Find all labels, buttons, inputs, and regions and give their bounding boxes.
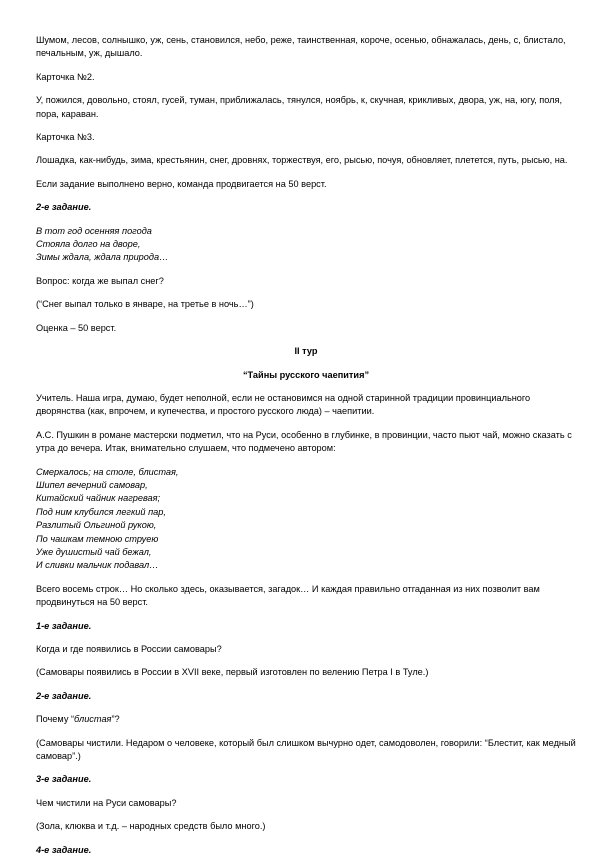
poem-line: Стояла долго на дворе, xyxy=(36,239,141,250)
poem-autumn xyxy=(36,225,576,265)
teacher-intro: Учитель. Наша игра, думаю, будет неполной, если не остановимся на одной старинной традиции провинциального дворянства (как, впрочем, и купечества, и простого русского люда) – чаепитии. xyxy=(36,392,531,417)
poem-line: Шипел вечерний самовар, xyxy=(36,479,148,490)
question-word: блистая xyxy=(74,714,112,725)
task3-question: Чем чистили на Руси самовары? xyxy=(36,797,177,808)
poem-line: Разлитый Ольгиной рукою, xyxy=(36,520,157,531)
poem-line: В тот год осенняя погода xyxy=(36,225,152,236)
poem-samovar xyxy=(36,466,576,573)
question-suffix: ”? xyxy=(111,714,120,725)
card1-words: Шумом, лесов, солнышко, уж, сень, становился, небо, реже, таинственная, короче, осенью, обнажалась, день, с, блистало, печальным, уж, дышало. xyxy=(36,35,566,59)
round-subtitle: “Тайны русского чаепития” xyxy=(242,369,370,380)
poem-line: Уже душистый чай бежал, xyxy=(36,546,152,557)
score-text: Оценка – 50 верст. xyxy=(36,322,117,333)
if-correct-text: Если задание выполнено верно, команда продвигается на 50 верст. xyxy=(36,178,327,189)
task4-heading: 4-е задание. xyxy=(36,844,92,855)
task1-heading: 1-е задание. xyxy=(36,620,92,631)
round-title: II тур xyxy=(294,346,318,357)
task2b-heading: 2-е задание. xyxy=(36,690,92,701)
card3-label: Карточка №3. xyxy=(36,132,95,143)
task2-heading: 2-е задание. xyxy=(36,202,92,213)
poem-line: Смеркалось; на столе, блистая, xyxy=(36,466,179,477)
task2b-answer: (Самовары чистили. Недаром о человеке, который был слишком вычурно одет, самодоволен, говорили: “Блестит, как медный самовар”.) xyxy=(36,737,576,762)
poem-line: Зимы ждала, ждала природа… xyxy=(36,252,169,263)
card3-words: Лошадка, как-нибудь, зима, крестьянин, снег, дровнях, торжествуя, его, рысью, почуя, обновляет, плетется, путь, рысью, на. xyxy=(36,155,568,166)
pushkin-intro: А.С. Пушкин в романе мастерски подметил, что на Руси, особенно в глубинке, в провинции, часто пьют чай, можно сказать с утра до вечера. Итак, внимательно слушаем, что подмечено автором: xyxy=(36,429,572,454)
task3-answer: (Зола, клюква и т.д. – народных средств было много.) xyxy=(36,821,266,832)
card2-label: Карточка №2. xyxy=(36,71,95,82)
poem-line: По чашкам темною струею xyxy=(36,533,159,544)
task3-heading: 3-е задание. xyxy=(36,774,92,785)
question-prefix: Почему “ xyxy=(36,714,75,725)
task2b-question xyxy=(36,713,576,726)
poem-line: Под ним клубился легкий пар, xyxy=(36,506,166,517)
question-text: Вопрос: когда же выпал снег? xyxy=(36,275,164,286)
answer-text: (“Снег выпал только в январе, на третье в ночь…”) xyxy=(36,299,254,310)
poem-line: И сливки мальчик подавал… xyxy=(36,560,159,571)
task1-answer: (Самовары появились в России в XVII веке, первый изготовлен по велению Петра I в Туле.) xyxy=(36,667,429,678)
eight-lines-text: Всего восемь строк… Но сколько здесь, оказывается, загадок… И каждая правильно отгаданная из них позволит вам продвинуться на 50 верст. xyxy=(36,583,540,608)
poem-line: Китайский чайник нагревая; xyxy=(36,493,161,504)
task1-question: Когда и где появились в России самовары? xyxy=(36,644,222,654)
card2-words: У, пожился, довольно, стоял, гусей, туман, приближалась, тянулся, ноябрь, к, скучная, крикливых, двора, уж, на, югу, поля, пора, караван. xyxy=(36,95,563,119)
